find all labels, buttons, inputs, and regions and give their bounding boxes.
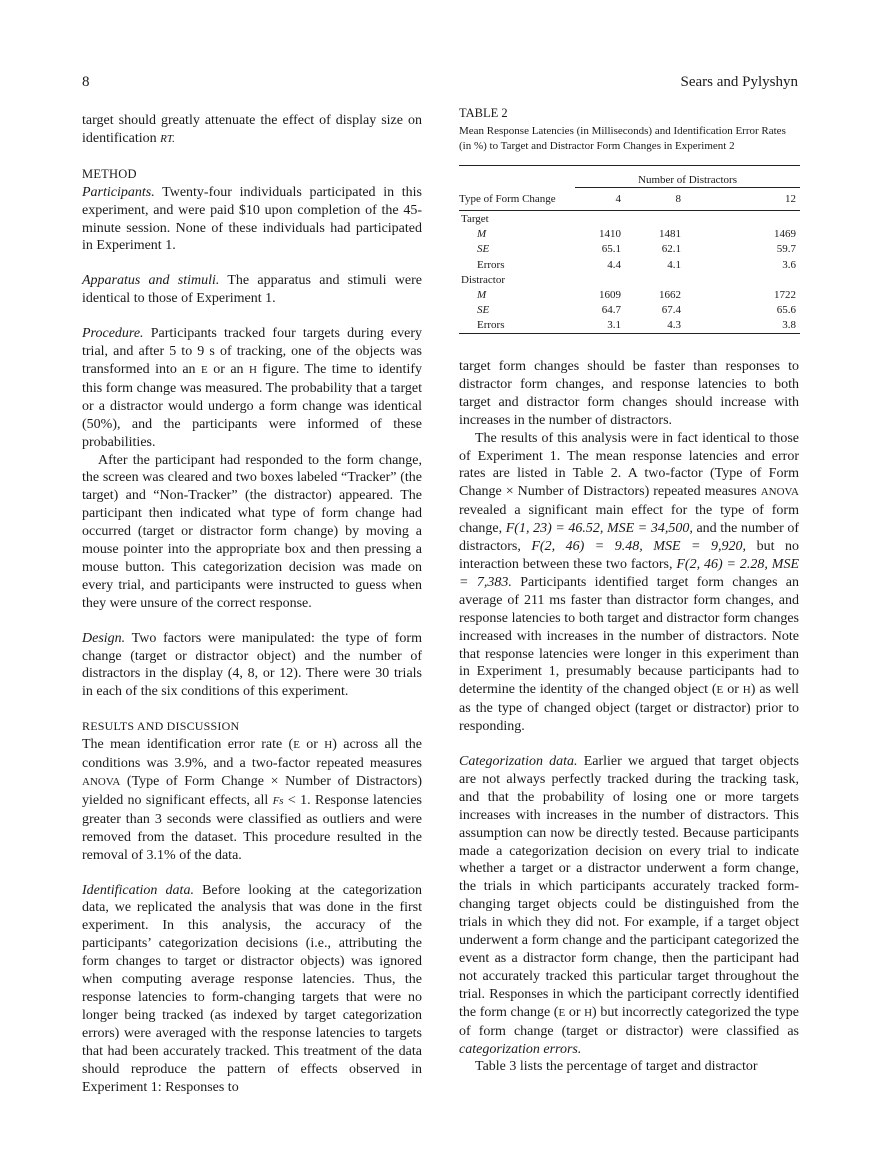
identification-paragraph: Identification data. Before looking at the categorization data, we replicated the analysis that was done in the first experiment. In this analysis, the accuracy of the participants’ categorization decisions (i.e., attributing the form changes to target or distractor objects) was ignored when computing average response latencies. Thus, the response latencies to form-changing targets that were no longer being tracked (as indexed by target categorization errors) were averaged with the response latencies to targets that had been accurately tracked. This treatment of the data should reproduce the pattern of effects observed in Experiment 1: Responses to [82,882,422,1095]
column-header-type: Type of Form Change [459,192,556,205]
categorization-paragraph: Categorization data. Earlier we argued that target objects are not always perfectly tracked during the tracking task, and that the probability of losing one or more targets increases with increases in the number of distractors. This assumption can now be directly tested. Because participants made a categorization decision on every trial to indicate whether a target or a distractor underwent a form change, the trials in which participants accurately tracked form-changing target objects could be distinguished from the trials in which they did not. For example, if a target object underwent a form change and the participant categorized the event as a distractor form change, then the participant had not accurately tracked this particular target throughout the trial. Responses in which the participant correctly identified the form change (E or H) but incorrectly categorized the type of form change (target or distractor) were classified as categorization errors. [459,754,800,1057]
table-row: Errors 4.4 4.1 3.6 [477,258,796,271]
procedure-paragraph: Procedure. Participants tracked four targets during every trial, and after 5 to 9 s of tracking, one of the objects was transformed into an E or an H figure. The time to identify this form change was measured. The probability that a target or a distractor would undergo a form change was identical (50%), and the participants were informed of these probabilities. [82,326,422,450]
table-row: SE 64.7 67.4 65.6 [477,304,796,317]
table-label: TABLE 2 [459,106,508,120]
right-column [459,358,799,1076]
results-paragraph: The mean identification error rate (E or H) across all the conditions was 3.9%, and a two-factor repeated measures ANOVA (Type of Form Change × Number of Distractors) yielded no significant effects, all Fs < 1. Response latencies greater than 3 seconds were classified as outliers and were removed from the dataset. This procedure resulted in the removal of 3.1% of the data. [82,737,422,863]
column-header: 8 [675,192,681,205]
column-header: 4 [615,192,621,205]
table-group-row: Distractor [461,273,505,286]
table3-paragraph: Table 3 lists the percentage of target and distractor [475,1059,758,1075]
paragraph-continuation: target should greatly attenuate the effect of display size on identification RT. [82,113,422,146]
table-row: Errors 3.1 4.3 3.8 [477,319,796,332]
column-header: 12 [785,192,796,205]
results-heading: RESULTS AND DISCUSSION [82,719,240,734]
table-group-row: Target [461,212,489,225]
table-row: M 1609 1662 1722 [477,288,796,301]
results-table [459,165,800,336]
running-title: Sears and Pylyshyn [680,74,798,90]
spanner-header: Number of Distractors [575,172,800,188]
continuation-paragraph: target form changes should be faster than responses to distractor form changes, and response latencies to both target and distractor form changes should increase with increases in the number of distractors. [459,359,799,428]
apparatus-paragraph: Apparatus and stimuli. The apparatus and stimuli were identical to those of Experiment 1. [82,273,422,307]
after-response-paragraph: After the participant had responded to the form change, the screen was cleared and two boxes labeled “Tracker” (the target) and “Non-Tracker” (the distractor) appeared. The participant then indicated what type of form change had occurred (target or distractor form change) by moving a mouse pointer into the appropriate box and then pressing a mouse button. This categorization decision was made on every trial, and participants were instructed to guess when they were unsure of the correct response. [82,452,422,611]
results-analysis-paragraph: The results of this analysis were in fact identical to those of Experiment 1. The mean response latencies and error rates are listed in Table 2. A two-factor (Type of Form Change × Number of Distractors) repeated measures ANOVA revealed a significant main effect for the type of form change, F(1, 23) = 46.52, MSE = 34,500, and the number of distractors, F(2, 46) = 9.48, MSE = 9,920, but no interaction between these two factors, F(2, 46) = 2.28, MSE = 7,383. Participants identified target form changes an average of 211 ms faster than distractor form changes, and response latencies to both target and distractor form changes increased with increases in the number of distractors. Note that response latencies were longer in this experiment than in Experiment 1, presumably because participants had to determine the identity of the changed object (E or H) as well as the type of changed object (target or distractor) prior to responding. [459,430,800,735]
page-number: 8 [82,74,90,90]
design-paragraph: Design. Two factors were manipulated: the type of form change (target or distractor object) and the number of distractors in the display (4, 8, or 12). There were 30 trials in each of the six conditions of this experiment. [82,630,422,700]
table-row: SE 65.1 62.1 59.7 [477,243,796,256]
left-column [82,112,422,1096]
participants-paragraph: Participants. Twenty-four individuals participated in this experiment, and were paid $10 upon completion of the 45-minute session. None of these individuals had participated in Experiment 1. [82,184,422,254]
method-heading: METHOD [82,166,137,181]
table-row: M 1410 1481 1469 [477,228,796,241]
table-caption: Mean Response Latencies (in Milliseconds) and Identification Error Rates (in %) to Target and Distractor Form Changes in Experiment 2 [459,125,786,152]
table-2 [459,106,800,336]
